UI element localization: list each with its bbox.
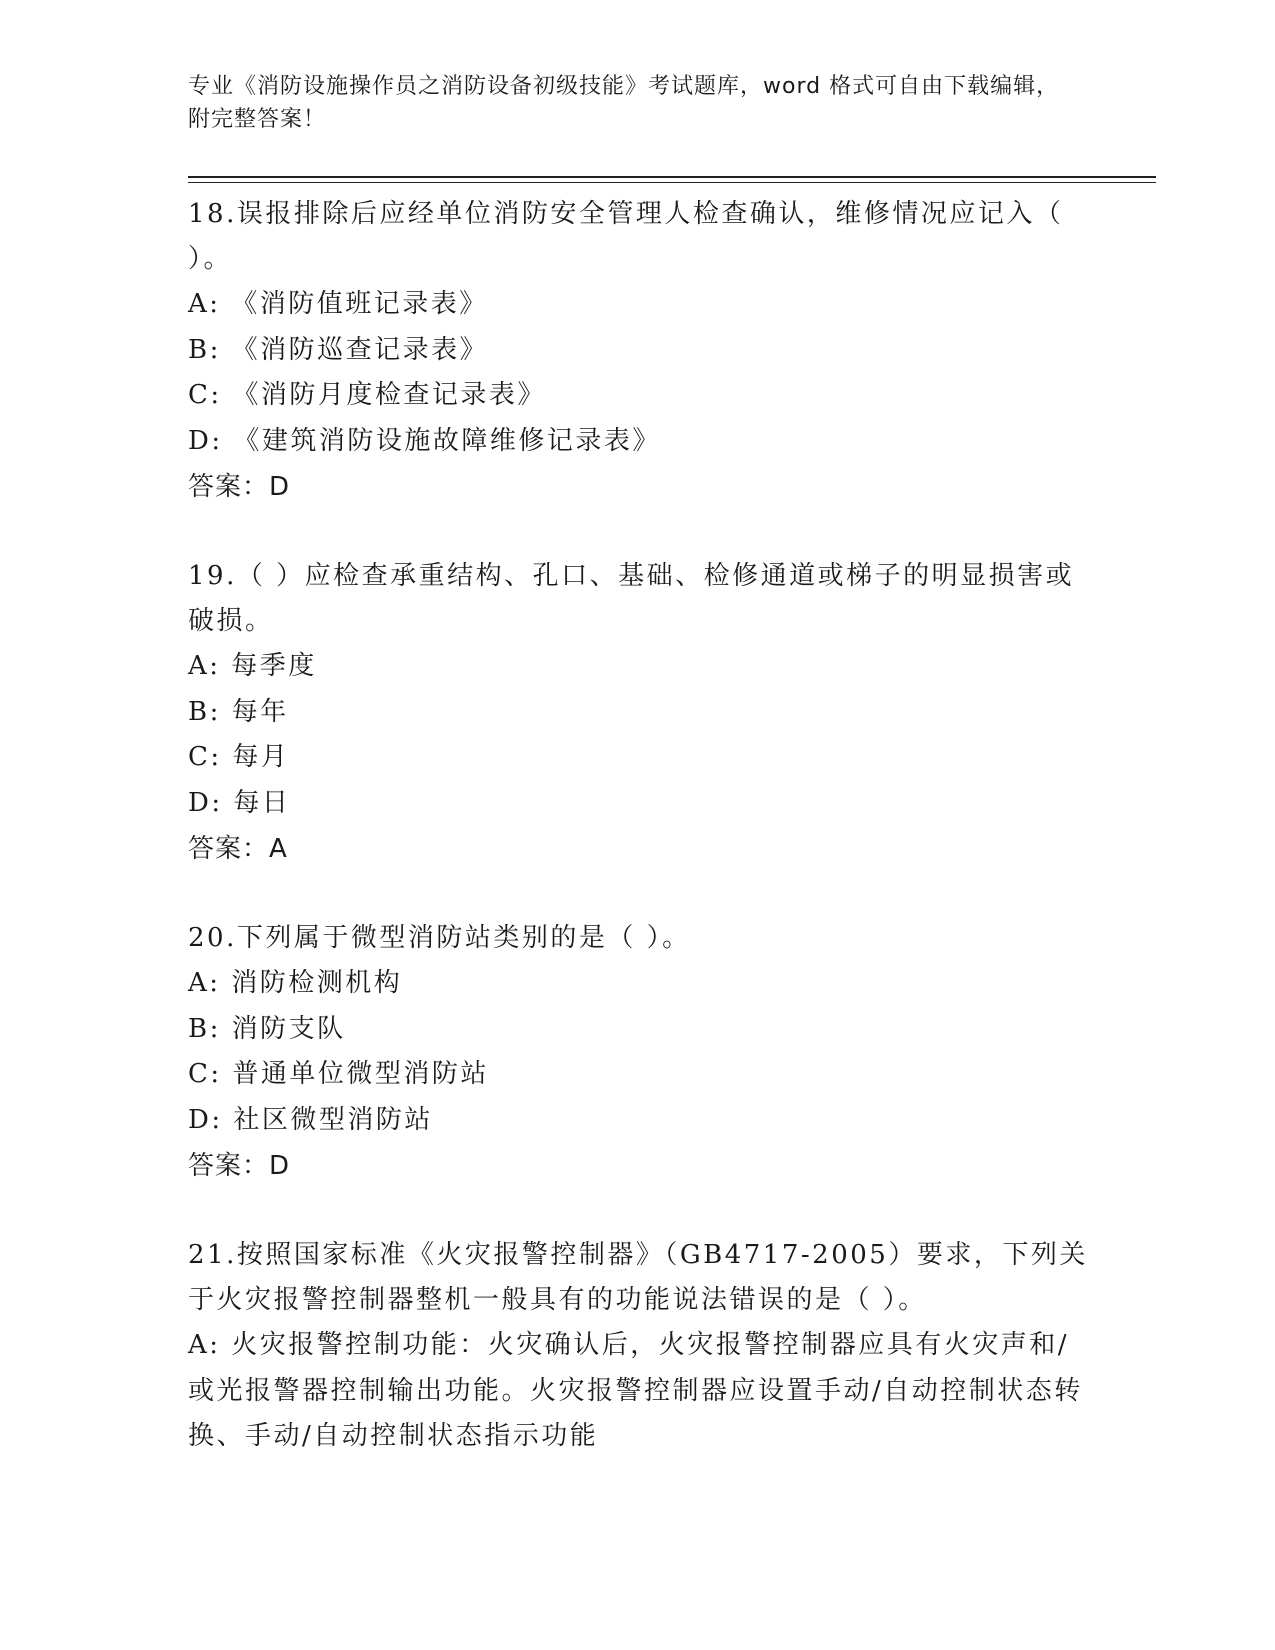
question-18 [188, 192, 1088, 510]
option-b: B: 《消防巡查记录表》 [188, 334, 489, 365]
question-stem: 19.（ ）应检查承重结构、孔口、基础、检修通道或梯子的明显损害或破损。 [188, 561, 1075, 636]
option-a: A: 火灾报警控制功能：火灾确认后，火灾报警控制器应具有火灾声和/或光报警器控制输出功能。火灾报警控制器应设置手动/自动控制状态转换、手动/自动控制状态指示功能 [188, 1330, 1083, 1451]
option-a: A: 每季度 [188, 651, 317, 681]
answer-line: 答案：D [188, 1151, 291, 1181]
question-stem: 18.误报排除后应经单位消防安全管理人检查确认，维修情况应记入（ ）。 [188, 199, 1064, 274]
answer-line: 答案：D [188, 472, 291, 502]
option-d: D: 社区微型消防站 [188, 1104, 433, 1135]
question-19 [188, 554, 1088, 872]
option-c: C: 每月 [188, 742, 290, 772]
header-divider-thick [188, 176, 1156, 178]
answer-line: 答案：A [188, 834, 288, 864]
option-b: B: 每年 [188, 696, 289, 727]
option-d: D: 《建筑消防设施故障维修记录表》 [188, 425, 661, 456]
header-divider-thin [188, 182, 1156, 183]
question-21 [188, 1233, 1088, 1460]
option-a: A: 消防检测机构 [188, 968, 403, 998]
option-c: C: 普通单位微型消防站 [188, 1059, 489, 1089]
question-list [188, 192, 1088, 1504]
option-d: D: 每日 [188, 787, 291, 818]
option-a: A: 《消防值班记录表》 [188, 289, 488, 319]
page-header: 专业《消防设施操作员之消防设备初级技能》考试题库，word 格式可自由下载编辑，附完整答案！ [188, 74, 1060, 132]
question-20 [188, 916, 1088, 1189]
option-b: B: 消防支队 [188, 1013, 346, 1044]
option-c: C: 《消防月度检查记录表》 [188, 380, 546, 410]
question-stem: 20.下列属于微型消防站类别的是（ ）。 [188, 923, 691, 953]
question-stem: 21.按照国家标准《火灾报警控制器》（GB4717-2005）要求，下列关于火灾报警控制器整机一般具有的功能说法错误的是（ ）。 [188, 1240, 1088, 1315]
